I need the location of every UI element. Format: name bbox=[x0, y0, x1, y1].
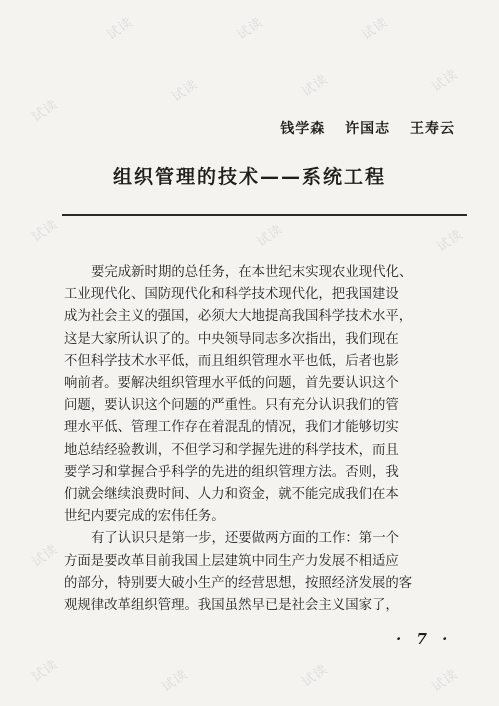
author-name: 许国志 bbox=[345, 121, 391, 137]
text-line: 要学习和掌握合乎科学的先进的组织管理方法。否则，我 bbox=[64, 464, 399, 480]
text-line: 这是大家所认识了的。中央领导同志多次指出，我们现在 bbox=[64, 331, 399, 347]
watermark: 试读 bbox=[254, 221, 286, 251]
author-list bbox=[266, 118, 455, 138]
watermark: 试读 bbox=[234, 14, 266, 44]
text-line: 地总结经验教训，不但学习和学握先进的科学技术，而且 bbox=[64, 442, 399, 458]
text-line: 世纪内要完成的宏伟任务。 bbox=[64, 509, 225, 525]
watermark: 试读 bbox=[434, 226, 466, 256]
watermark: 试读 bbox=[299, 71, 331, 101]
text-line: 有了认识只是第一步，还要做两方面的工作：第一个 bbox=[91, 531, 399, 547]
article-title: 组织管理的技术——系统工程 bbox=[112, 166, 386, 188]
watermark: 试读 bbox=[359, 14, 391, 44]
author-name: 王寿云 bbox=[410, 121, 455, 137]
title-divider bbox=[62, 214, 467, 216]
text-line: 理水平低、管理工作存在着混乱的情况，我们才能够切实 bbox=[64, 420, 399, 436]
paragraph bbox=[64, 528, 464, 617]
watermark: 试读 bbox=[169, 76, 201, 106]
text-line: 观规律改革组织管理。我国虽然早已是社会主义国家了， bbox=[64, 598, 399, 614]
author-name: 钱学森 bbox=[280, 121, 326, 137]
watermark: 试读 bbox=[299, 661, 331, 691]
text-line: 们就会继续浪费时间、人力和资金，就不能完成我们在本 bbox=[64, 487, 399, 503]
text-line: 工业现代化、国防现代化和科学技术现代化，把我国建设 bbox=[64, 287, 399, 303]
text-line: 要完成新时期的总任务，在本世纪末实现农业现代化、 bbox=[91, 265, 413, 280]
paragraph bbox=[64, 262, 464, 528]
watermark: 试读 bbox=[29, 216, 61, 246]
watermark: 试读 bbox=[104, 14, 136, 44]
text-line: 问题，要认识这个问题的严重性。只有充分认识我们的管 bbox=[64, 398, 399, 414]
text-line: 响前者。要解决组织管理水平低的问题，首先要认识这个 bbox=[64, 376, 399, 392]
article-body bbox=[64, 262, 464, 617]
text-line: 方面是要改革目前我国上层建筑中同生产力发展不相适应 bbox=[64, 553, 399, 569]
watermark: 试读 bbox=[159, 666, 191, 696]
text-line: 的部分，特别要大破小生产的经营思想，按照经济发展的客 bbox=[64, 575, 413, 591]
watermark: 试读 bbox=[429, 666, 461, 696]
watermark: 试读 bbox=[29, 656, 61, 686]
text-line: 不但科学技术水平低，而且组织管理水平也低，后者也影 bbox=[64, 353, 399, 369]
watermark: 试读 bbox=[29, 96, 61, 126]
watermark: 试读 bbox=[29, 541, 61, 571]
watermark: 试读 bbox=[429, 66, 461, 96]
text-line: 成为社会主义的强国，必须大大地提高我国科学技术水平， bbox=[64, 309, 413, 325]
page-number: · 7 · bbox=[396, 630, 453, 648]
